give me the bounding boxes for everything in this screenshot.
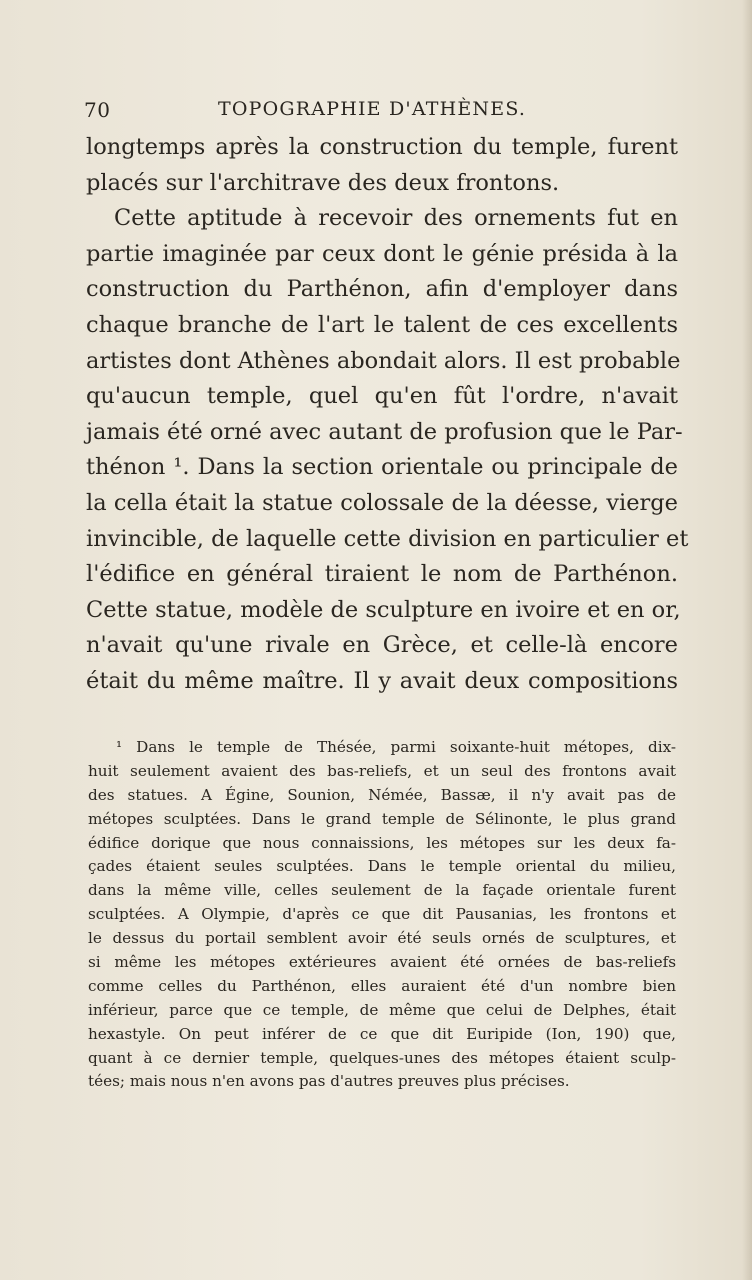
page-header [84, 98, 678, 124]
footnote-line: ¹ Dans le temple de Thésée, parmi soixante-huit métopes, dix- [116, 738, 676, 756]
body-line: l'édifice en général tiraient le nom de Parthénon. [86, 561, 678, 588]
footnote-line: hexastyle. On peut inférer de ce que dit Euripide (Ion, 190) que, [88, 1024, 676, 1043]
body-line: jamais été orné avec autant de profusion que le Par- [86, 418, 683, 445]
footnote-line: inférieur, parce que ce temple, de même que celui de Delphes, était [88, 1000, 676, 1019]
body-line: Cette statue, modèle de sculpture en ivoire et en or, [86, 596, 681, 623]
footnote-line: huit seulement avaient des bas-reliefs, et un seul des frontons avait [88, 761, 676, 780]
footnote-line: çades étaient seules sculptées. Dans le temple oriental du milieu, [88, 857, 676, 876]
footnote-line: édifice dorique que nous connaissions, les métopes sur les deux fa- [88, 833, 676, 852]
body-text [86, 130, 689, 700]
footnote-line: sculptées. A Olympie, d'après ce que dit Pausanias, les frontons et [88, 905, 676, 924]
footnote-line: tées; mais nous n'en avons pas d'autres preuves plus précises. [88, 1072, 570, 1091]
footnotes [88, 736, 676, 1094]
body-line: longtemps après la construction du temple, furent [86, 134, 678, 160]
footnote-line: le dessus du portail semblent avoir été seuls ornés de sculptures, et [88, 929, 676, 948]
body-line: thénon ¹. Dans la section orientale ou principale de [86, 454, 678, 481]
footnote-line: si même les métopes extérieures avaient été ornées de bas-reliefs [88, 953, 676, 972]
footnote-line: comme celles du Parthénon, elles auraient été d'un nombre bien [88, 976, 676, 995]
body-line: Cette aptitude à recevoir des ornements fut en [114, 205, 678, 232]
page-number: 70 [84, 98, 111, 122]
body-line: qu'aucun temple, quel qu'en fût l'ordre, n'avait [86, 383, 678, 410]
body-line: chaque branche de l'art le talent de ces excellents [86, 311, 678, 338]
body-line: la cella était la statue colossale de la déesse, vierge [86, 489, 678, 516]
footnote-line: métopes sculptées. Dans le grand temple de Sélinonte, le plus grand [88, 809, 676, 828]
body-line: placés sur l'architrave des deux frontons. [86, 169, 560, 196]
body-line: était du même maître. Il y avait deux compositions [86, 667, 678, 694]
body-line: invincible, de laquelle cette division en particulier et [86, 525, 689, 552]
footnote-line: quant à ce dernier temple, quelques-unes des métopes étaient sculp- [88, 1048, 676, 1067]
body-line: artistes dont Athènes abondait alors. Il est probable [86, 347, 681, 374]
body-line: n'avait qu'une rivale en Grèce, et celle-là encore [86, 632, 678, 659]
page-edge-shadow [742, 0, 752, 1280]
footnote-line: des statues. A Égine, Sounion, Némée, Bassæ, il n'y avait pas de [88, 785, 676, 804]
body-line: partie imaginée par ceux dont le génie présida à la [86, 240, 678, 267]
running-title: TOPOGRAPHIE D'ATHÈNES. [218, 98, 527, 120]
body-line: construction du Parthénon, afin d'employer dans [86, 276, 678, 303]
footnote-line: dans la même ville, celles seulement de la façade orientale furent [88, 881, 676, 900]
